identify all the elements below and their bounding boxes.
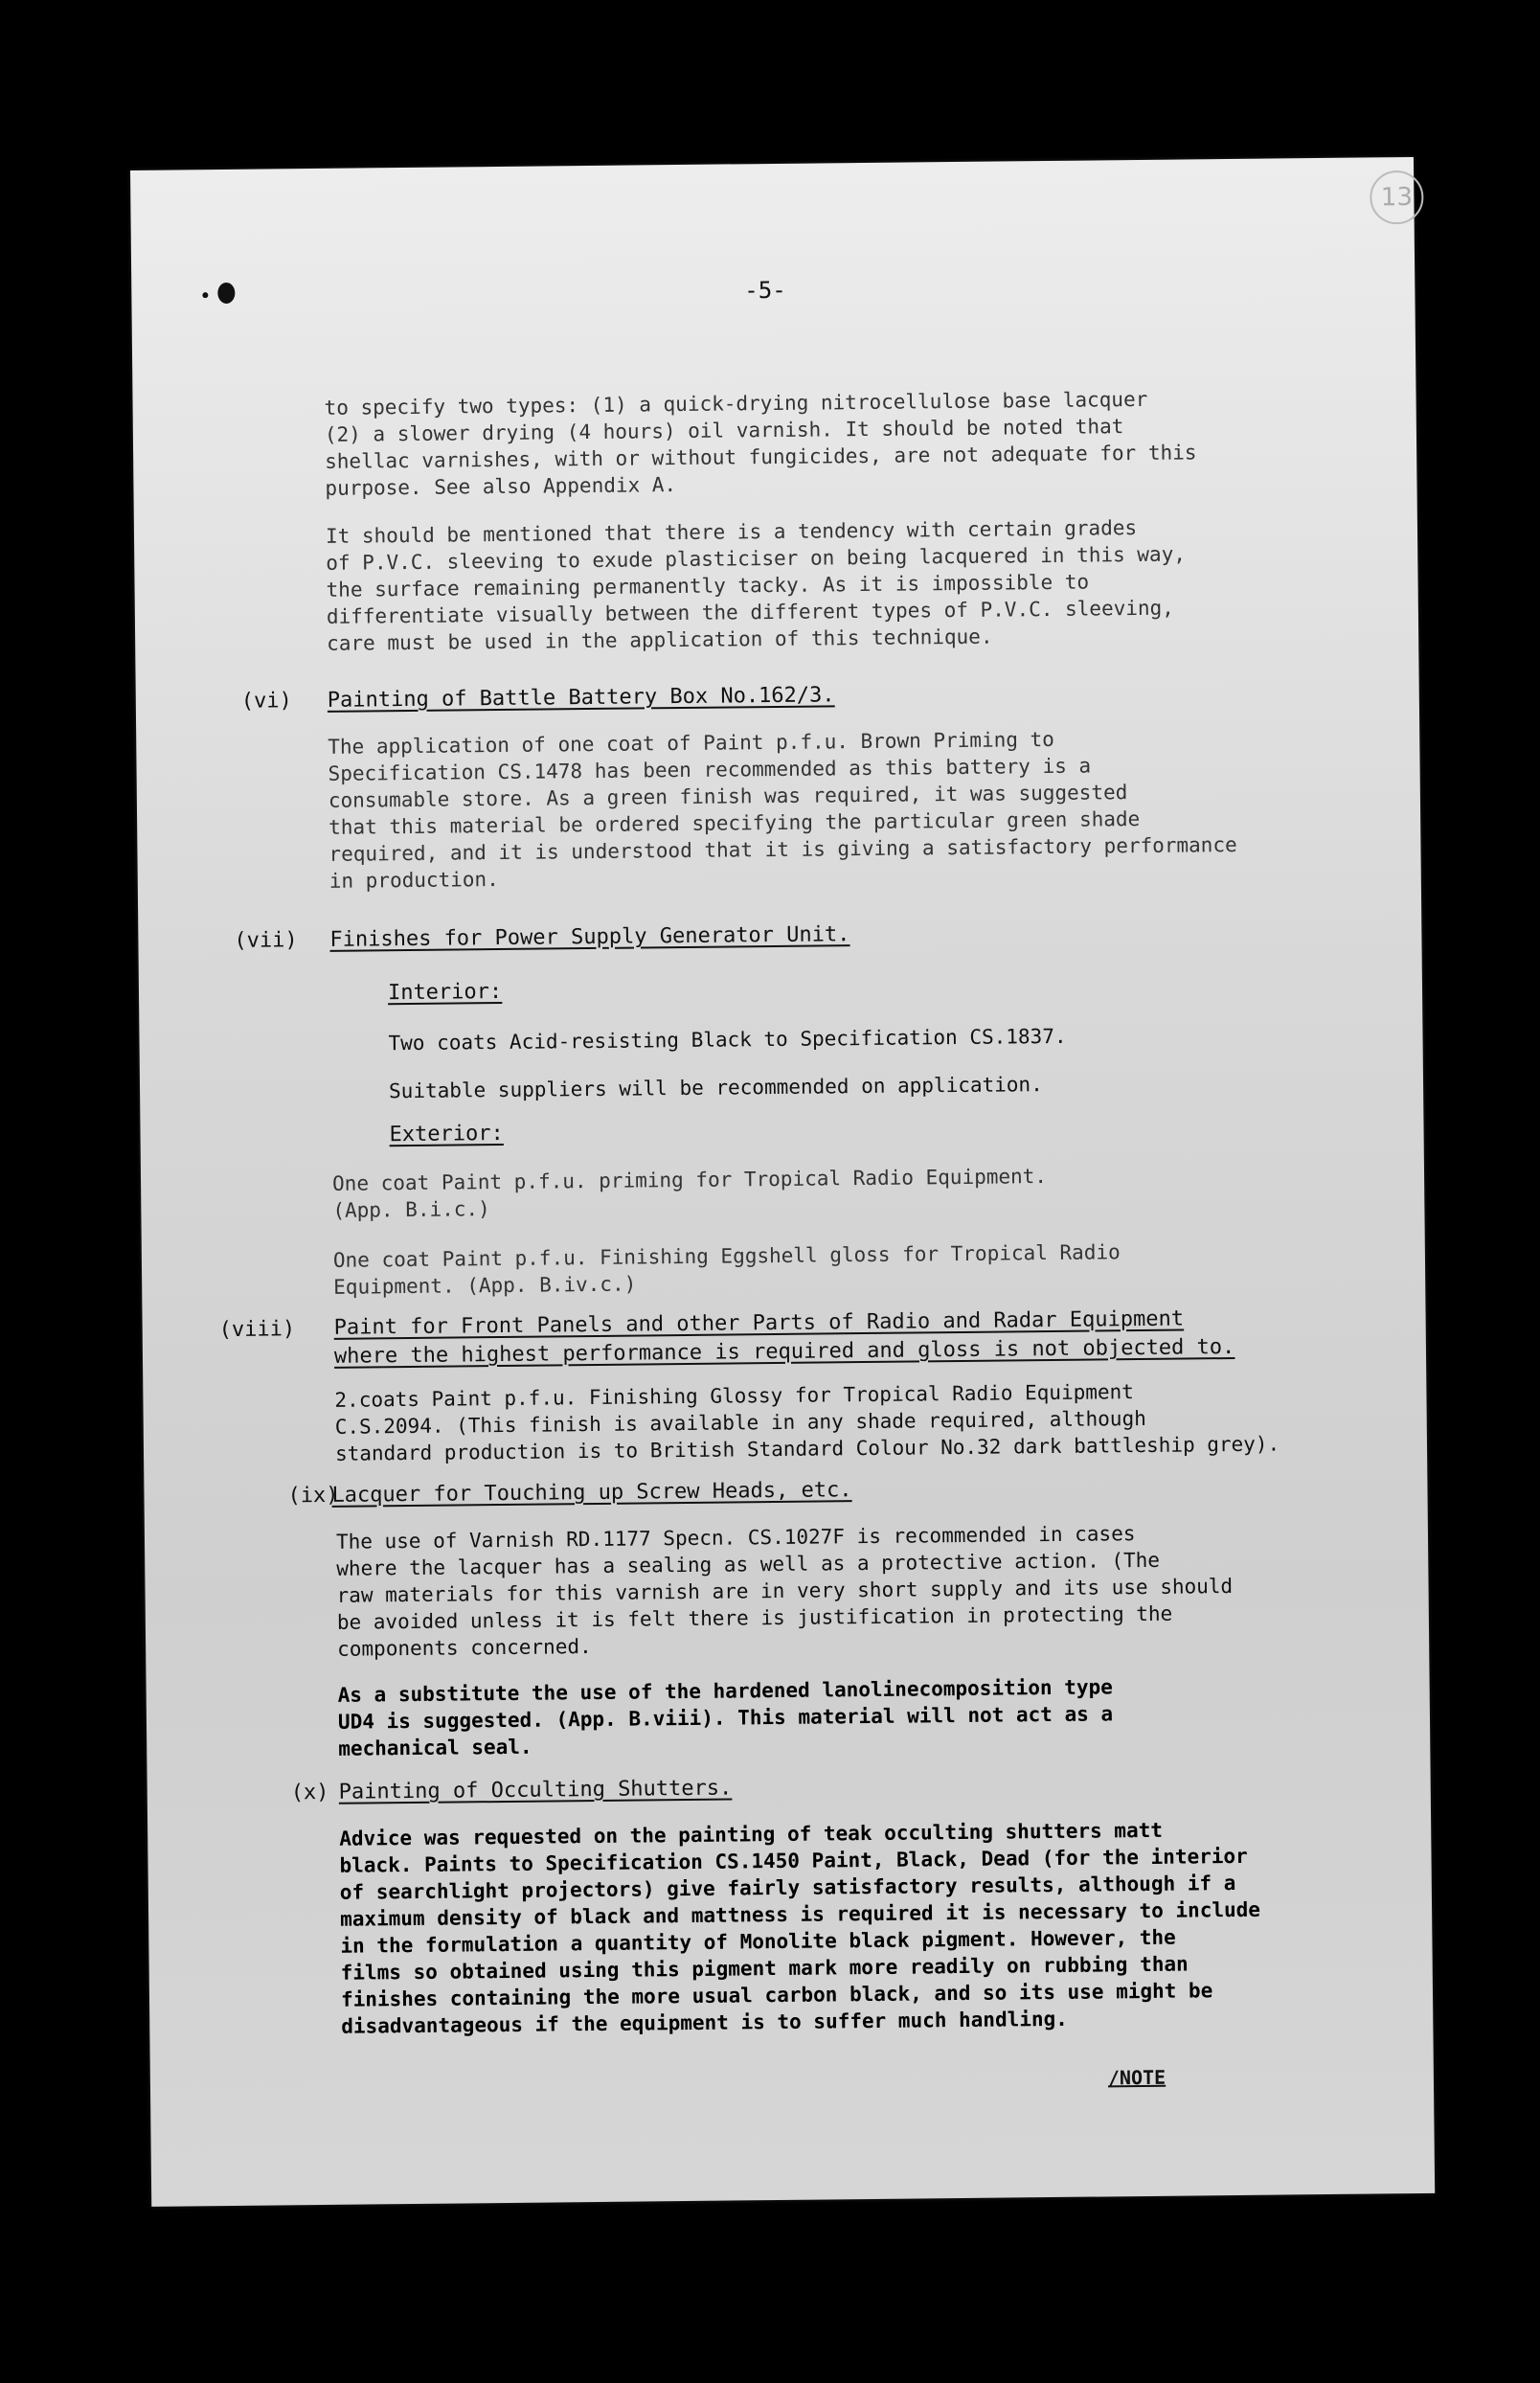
section-number-x: (x) xyxy=(290,1780,329,1805)
page-number: -5- xyxy=(744,276,786,305)
section-number-vii: (vii) xyxy=(234,928,298,953)
section-body-x: Advice was requested on the painting of teak occulting shutters matt black. Paints to Specification CS.1450 Paint, Black, Dead (for the interior of searchlight projectors) give fairly satisfactory results, although if a maximum density of black and mattness is required it is necessary to include in the formulation a quantity of Monolite black pigment. However, the films so obtained using this pigment mark more readily on rubbing than finishes containing the more usual carbon black, and so its use might be disadvantageous if the equipment is to suffer much handling. xyxy=(339,1818,1261,2038)
section-number-vi: (vi) xyxy=(240,689,292,714)
section-body-vi: The application of one coat of Paint p.f.u. Brown Priming to Specification CS.1478 has been recommended as this battery is a consumable store. As a green finish was required, it was suggested that this material be ordered specifying the particular green shade required, and it is understood that it is giving a satisfactory performance in production. xyxy=(328,727,1237,893)
section-heading-ix: Lacquer for Touching up Screw Heads, etc. xyxy=(331,1478,852,1508)
section-heading-vii: Finishes for Power Supply Generator Unit. xyxy=(329,922,850,952)
punch-hole-mark-small xyxy=(202,292,208,298)
interior-line-2: Suitable suppliers will be recommended on application. xyxy=(388,1073,1043,1103)
folio-stamp: 13 xyxy=(1370,170,1424,225)
pvc-paragraph: It should be mentioned that there is a tendency with certain grades of P.V.C. sleeving to exude plasticiser on being lacquered in this way, the surface remaining permanently tacky. As it is impossible to differentiate visually between the different types of P.V.C. sleeving, care must be used in the application of this technique. xyxy=(325,516,1187,655)
continuation-marker: /NOTE xyxy=(1107,2065,1166,2090)
exterior-paragraph-1: One coat Paint p.f.u. priming for Tropical Radio Equipment. (App. B.i.c.) xyxy=(331,1165,1048,1222)
section-heading-viii-line-1: Paint for Front Panels and other Parts of Radio and Radar Equipment xyxy=(333,1306,1185,1340)
section-heading-viii-line-2: where the highest performance is required and gloss is not objected to. xyxy=(333,1334,1235,1369)
section-body-ix-1: The use of Varnish RD.1177 Specn. CS.1027F is recommended in cases where the lacquer has a sealing as well as a protective action. (The raw materials for this varnish are in very short supply and its use should be avoided unless it is felt there is justification in protecting the components concerned. xyxy=(335,1522,1234,1661)
exterior-paragraph-2: One coat Paint p.f.u. Finishing Eggshell gloss for Tropical Radio Equipment. (App. B.iv.c.) xyxy=(332,1240,1121,1299)
punch-hole-mark xyxy=(217,283,235,304)
section-number-ix: (ix) xyxy=(287,1483,339,1509)
interior-line-1: Two coats Acid-resisting Black to Specification CS.1837. xyxy=(388,1024,1067,1055)
section-body-viii: 2.coats Paint p.f.u. Finishing Glossy for Tropical Radio Equipment C.S.2094. (This finish is available in any shade required, although standard production is to British Standard Colour No.32 dark battleship grey). xyxy=(334,1380,1280,1465)
section-body-ix-2: As a substitute the use of the hardened lanolinecomposition type UD4 is suggested. (App. B.viii). This material will not act as a mechanical seal. xyxy=(337,1675,1114,1760)
section-number-viii: (viii) xyxy=(218,1317,296,1343)
document-page xyxy=(130,157,1435,2207)
exterior-label: Exterior: xyxy=(389,1121,504,1147)
section-heading-x: Painting of Occulting Shutters. xyxy=(338,1776,733,1804)
section-heading-vi: Painting of Battle Battery Box No.162/3. xyxy=(327,683,835,713)
opening-paragraph: to specify two types: (1) a quick-drying nitrocellulose base lacquer (2) a slower drying (4 hours) oil varnish. It should be noted that shellac varnishes, with or without fungicides, are not adequate for this purpose. See also Appendix A. xyxy=(324,387,1197,500)
interior-label: Interior: xyxy=(387,979,503,1006)
